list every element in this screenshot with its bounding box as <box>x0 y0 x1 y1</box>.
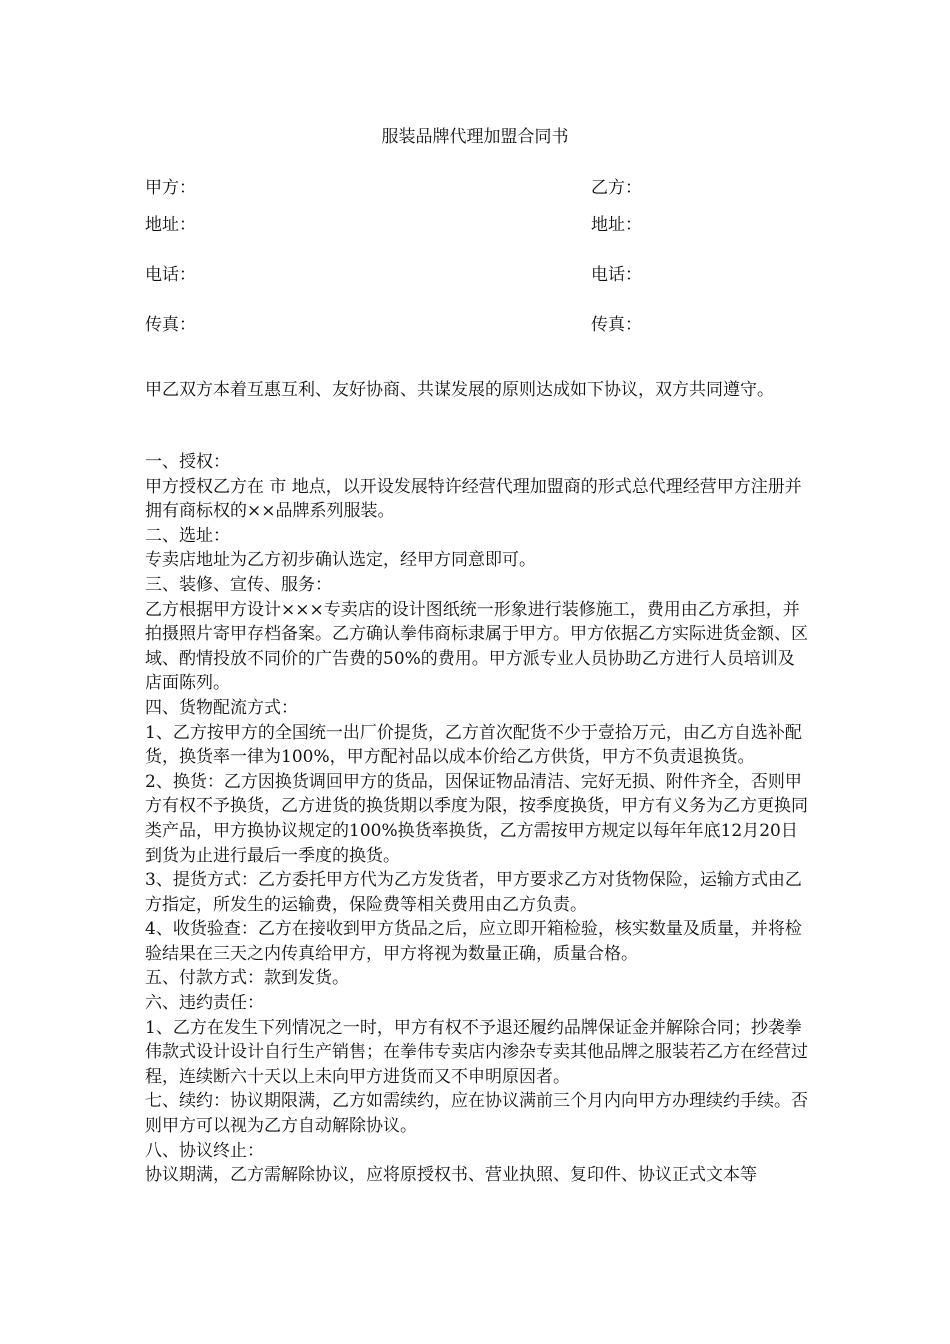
party-b-address: 地址： <box>591 215 642 235</box>
party-a-address: 地址： <box>145 215 196 235</box>
section-4-item-2: 2、换货：乙方因换货调回甲方的货品，因保证物品清洁、完好无损、附件齐全，否则甲方有权不予换货，乙方进货的换货期以季度为限，按季度换货，甲方有义务为乙方更换同类产品，甲方换协议规定的100%换货率换货，乙方需按甲方规定以每年年底12月20日到货为止进行最后一季度的换货。 <box>145 771 808 866</box>
section-4-item-3: 3、提货方式：乙方委托甲方代为乙方发货者，甲方要求乙方对货物保险，运输方式由乙方指定，所发生的运输费，保险费等相关费用由乙方负责。 <box>145 870 802 915</box>
section-5-heading: 五、付款方式：款到发货。 <box>145 968 349 989</box>
section-4-item-4: 4、收货验查：乙方在接收到甲方货品之后，应立即开箱检验，核实数量及质量，并将检验结果在三天之内传真给甲方，甲方将视为数量正确，质量合格。 <box>145 919 802 964</box>
section-4-item-1: 1、乙方按甲方的全国统一出厂价提货，乙方首次配货不少于壹拾万元，由乙方自选补配货，换货率一律为100%，甲方配衬品以成本价给乙方供货，甲方不负责退换货。 <box>145 722 802 768</box>
section-3-heading: 三、装修、宣传、服务： <box>145 574 332 595</box>
party-b-fax: 传真： <box>591 315 642 335</box>
party-a-phone: 电话： <box>145 265 196 285</box>
section-6-heading: 六、违约责任： <box>145 993 264 1014</box>
party-b-phone: 电话： <box>591 265 642 285</box>
party-a-label: 甲方： <box>145 178 196 198</box>
contract-body <box>145 450 810 1188</box>
section-7-text: 七、续约：协议期限满，乙方如需续约，应在协议满前三个月内向甲方办理续约手续。否则甲方可以视为乙方自动解除协议。 <box>145 1091 808 1137</box>
section-1-heading: 一、授权： <box>145 452 230 472</box>
section-6-item-1: 1、乙方在发生下列情况之一时，甲方有权不予退还履约品牌保证金并解除合同；抄袭拳伟款式设计设计自行生产销售；在拳伟专卖店内渗杂专卖其他品牌之服装若乙方在经营过程，连续断六十天以上未向甲方进货而又不申明原因者。 <box>145 1017 808 1087</box>
section-2-heading: 二、选址： <box>145 525 230 546</box>
section-2-text: 专卖店地址为乙方初步确认选定，经甲方同意即可。 <box>145 550 536 571</box>
section-4-heading: 四、货物配流方式： <box>145 697 298 718</box>
section-8-heading: 八、协议终止： <box>145 1140 264 1161</box>
section-8-text: 协议期满，乙方需解除协议，应将原授权书、营业执照、复印件、协议正式文本等 <box>145 1165 757 1186</box>
party-b-label: 乙方： <box>591 178 642 198</box>
section-3-text: 乙方根据甲方设计×××专卖店的设计图纸统一形象进行装修施工，费用由乙方承担，并拍摄照片寄甲存档备案。乙方确认拳伟商标隶属于甲方。甲方依据乙方实际进货金额、区域、酌情投放不同价的广告费的50%的费用。甲方派专业人员协助乙方进行人员培训及店面陈列。 <box>145 599 808 694</box>
party-a-fax: 传真： <box>145 315 196 335</box>
document-title: 服装品牌代理加盟合同书 <box>381 127 569 147</box>
section-1-text: 甲方授权乙方在 市 地点，以开设发展特许经营代理加盟商的形式总代理经营甲方注册并拥有商标权的××品牌系列服装。 <box>145 476 802 522</box>
intro-paragraph: 甲乙双方本着互惠互利、友好协商、共谋发展的原则达成如下协议，双方共同遵守。 <box>145 380 774 400</box>
